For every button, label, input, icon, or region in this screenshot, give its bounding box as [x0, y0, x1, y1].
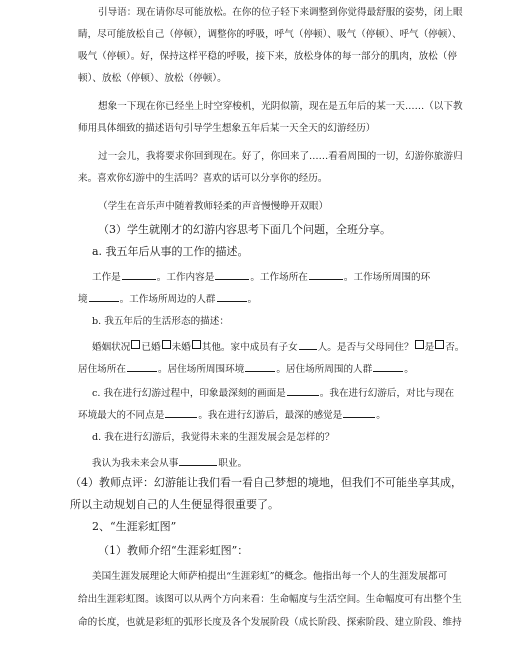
residence-people-blank[interactable] — [373, 361, 403, 372]
work-line-1 — [78, 269, 430, 285]
step-1-heading — [78, 544, 248, 558]
imagine-text: 师用具体细致的描述语句引导学生想象五年后某一天全天的幻游经历） — [78, 123, 376, 134]
family-label: 其他。家中成员有子女 — [201, 342, 298, 353]
checkbox-yes[interactable] — [415, 340, 424, 349]
difference-label: 环境最大的不同点是 — [78, 410, 165, 421]
work-line-2 — [78, 291, 257, 307]
guide-text: 顿）、放松（停顿）、放松（停顿）。 — [78, 73, 227, 84]
residence-blank[interactable] — [127, 361, 157, 372]
residence-env-blank[interactable] — [245, 361, 275, 372]
imagine-text: 想象一下现在你已经坐上时空穿梭机，光阴似箭，现在是五年后的某一天……（以下教 — [98, 101, 463, 112]
career-line — [78, 455, 247, 471]
career-blank[interactable] — [179, 455, 217, 466]
yes-label: 是 — [424, 342, 435, 353]
teacher-comment-text: 所以主动规划自己的人生便显得很重要了。 — [70, 498, 279, 511]
work-people-blank[interactable] — [217, 291, 247, 302]
feeling-label: 。我在进行幻游后，最深的感觉是 — [198, 410, 343, 421]
impression-blank[interactable] — [287, 385, 319, 396]
rainbow-intro-text: 命的长度，也就是彩虹的弧形长度及各个发展阶段（成长阶段、探索阶段、建立阶段、维持 — [78, 617, 462, 628]
no-label: 否。 — [445, 342, 465, 353]
step-3-text: （3）学生就刚才的幻游内容思考下面几个问题，全班分享。 — [98, 223, 391, 236]
life-line-1 — [78, 339, 464, 355]
checkbox-married[interactable] — [131, 340, 140, 349]
compare-label: 。我在进行幻游后，对比与现在 — [319, 388, 455, 399]
work-env-label-cont: 境 — [78, 294, 88, 305]
checkbox-unmarried[interactable] — [162, 340, 171, 349]
rainbow-intro-text: 美国生涯发展理论大师萨柏提出“生涯彩虹”的概念。他指出每一个人的生涯发展都可 — [92, 571, 448, 582]
work-content-blank[interactable] — [215, 269, 249, 280]
question-c-line-2 — [78, 407, 386, 423]
work-env-label: 。工作场所周围的环 — [343, 272, 431, 283]
feeling-blank[interactable] — [343, 407, 375, 418]
question-a-text: a. 我五年后从事的工作的描述。 — [92, 245, 249, 258]
rainbow-intro-line-2 — [78, 593, 462, 607]
work-place-label: 。工作场所在 — [250, 272, 308, 283]
guide-paragraph-line — [78, 6, 463, 20]
return-paragraph-line — [78, 172, 327, 186]
parents-question: 人。是否与父母同住？ — [317, 342, 414, 353]
imagine-paragraph-line — [78, 100, 463, 114]
teacher-comment-line-1 — [70, 476, 462, 490]
section-2-heading — [78, 520, 176, 534]
work-place-blank[interactable] — [309, 269, 343, 280]
difference-blank[interactable] — [165, 407, 197, 418]
checkbox-other[interactable] — [192, 340, 201, 349]
question-a-heading — [78, 245, 249, 259]
career-end: 职业。 — [218, 458, 248, 469]
checkbox-no[interactable] — [435, 340, 444, 349]
marital-label: 婚姻状况 — [92, 342, 131, 353]
residence-env-label: 。居住场所周围环境 — [157, 364, 245, 375]
guide-text: 吸气（停顿）。好，保持这样平稳的呼吸，接下来，放松身体的每一部分的肌肉，放松（停 — [78, 51, 457, 62]
married-label: 已婚 — [141, 342, 161, 353]
life-line-2 — [78, 361, 414, 377]
work-people-label: 。工作场所周边的人群 — [119, 294, 216, 305]
unmarried-label: 未婚 — [171, 342, 191, 353]
question-b-text: b. 我五年后的生活形态的描述： — [92, 316, 229, 327]
residence-people-label: 。居住场所周围的人群 — [276, 364, 373, 375]
return-text: 来。喜欢你幻游中的生活吗？喜欢的话可以分享你的经历。 — [78, 173, 328, 184]
step-1-title: （1）教师介绍“生涯彩虹图”： — [98, 544, 249, 557]
rainbow-intro-line-3 — [78, 616, 462, 630]
career-label: 我认为我未来会从事 — [92, 458, 179, 469]
work-line-end: 。 — [247, 294, 258, 305]
rainbow-intro-text: 给出生涯彩虹图。该图可以从两个方向来看：生命幅度与生活空间。生命幅度可有出整个生 — [78, 594, 462, 605]
step-3-heading — [78, 223, 391, 237]
work-env-blank[interactable] — [89, 291, 119, 302]
rainbow-intro-line-1 — [78, 570, 447, 584]
stage-direction — [78, 200, 328, 214]
stage-direction-text: （学生在音乐声中随着教师轻柔的声音慢慢睁开双眼） — [98, 201, 329, 212]
work-blank[interactable] — [122, 269, 156, 280]
return-text: 过一会儿，我将要求你回到现在。好了，你回来了……看看周围的一切，幻游你旅游归 — [98, 151, 463, 162]
question-d-heading — [78, 431, 335, 445]
teacher-comment-line-2 — [70, 498, 279, 512]
work-label: 工作是 — [92, 272, 121, 283]
guide-paragraph-line — [78, 72, 227, 86]
question-d-text: d. 我在进行幻游后，我觉得未来的生涯发展会是怎样的？ — [92, 432, 335, 443]
work-content-label: 。工作内容是 — [156, 272, 215, 283]
impression-label: c. 我在进行幻游过程中，印象最深刻的画面是 — [92, 388, 286, 399]
question-c-line-1 — [78, 385, 454, 401]
return-paragraph-line — [78, 150, 463, 164]
children-count-blank[interactable] — [299, 339, 317, 350]
residence-label: 居住场所在 — [78, 364, 126, 375]
guide-text: 睛，尽可能放松自己（停顿），调整你的呼吸，呼气（停顿）、吸气（停顿）、呼气（停顿）、 — [78, 29, 462, 40]
teacher-comment-text: （4）教师点评：幻游能让我们看一看自己梦想的境地，但我们不可能坐享其成， — [70, 476, 462, 489]
section-2-title: 2、“生涯彩虹图” — [92, 520, 177, 533]
guide-paragraph-line — [78, 50, 457, 64]
guide-paragraph-line — [78, 28, 462, 42]
life-line-end: 。 — [404, 364, 414, 375]
question-c-end: 。 — [376, 410, 386, 421]
question-b-heading — [78, 315, 229, 329]
imagine-paragraph-line — [78, 122, 375, 136]
guide-text: 引导语：现在请你尽可能放松。在你的位子轻下来调整到你觉得最舒服的姿势，闭上眼 — [98, 7, 463, 18]
